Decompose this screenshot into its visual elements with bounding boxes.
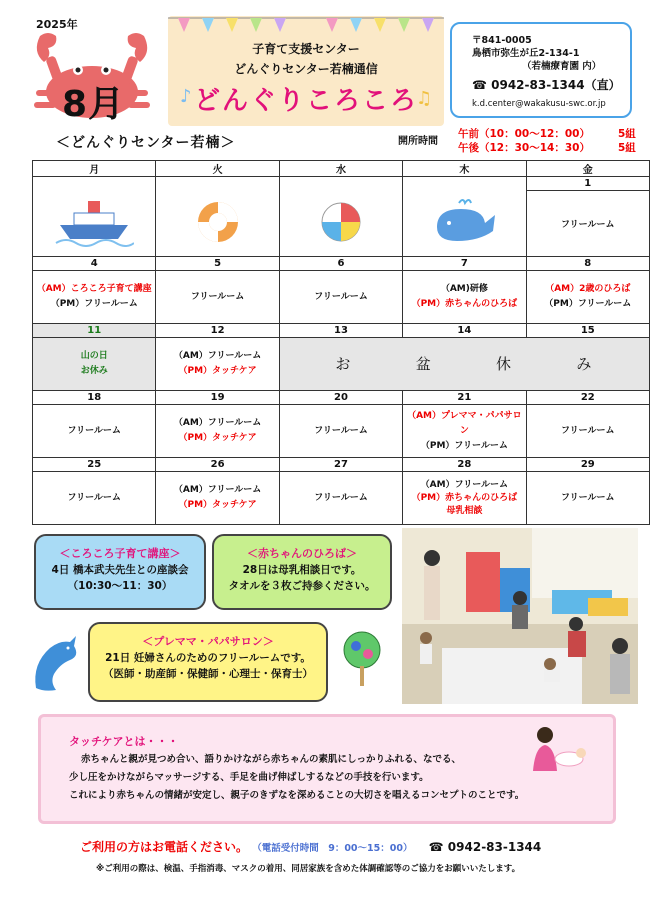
date-row [33, 257, 650, 271]
date-cell: 19 [156, 391, 279, 405]
date-row [33, 458, 650, 472]
obon-holiday-label [280, 354, 649, 373]
opening-hours [458, 127, 636, 155]
calendar-cell [33, 338, 156, 391]
date-cell: 1 [526, 177, 649, 191]
weekday-tue: 火 [156, 161, 279, 177]
calendar-cell [526, 271, 649, 324]
info-line: （医師・助産師・保健師・心理士・保育士） [103, 668, 313, 680]
calendar-cell [403, 472, 526, 525]
opening-hours-label: 開所時間 [398, 136, 438, 147]
calendar-cell [279, 191, 402, 257]
banner-subtitle-2: どんぐりセンター若楠通信 [234, 62, 378, 76]
year-label: 2025年 [36, 18, 78, 31]
info-line: 4日 橋本武夫先生との座談会 [51, 564, 189, 576]
event-pm: （PM）赤ちゃんのひろば [411, 299, 518, 309]
footer-call: ご利用の方はお電話ください。 [80, 840, 249, 854]
building-name: （若楠療育園 内） [522, 61, 602, 72]
date-cell: 22 [526, 391, 649, 405]
event-pm: （PM）タッチケア [178, 500, 257, 510]
info-title: ＜プレママ・パパサロン＞ [142, 635, 274, 648]
info-box-baby [212, 534, 392, 610]
holiday-name: 山の日 [80, 351, 108, 361]
date-cell: 15 [526, 324, 649, 338]
holiday-closed: お休み [80, 366, 108, 376]
calendar-cell: フリールーム [279, 271, 402, 324]
event-pm: （PM）タッチケア [178, 366, 257, 376]
event-am: （AM）フリールーム [173, 485, 262, 495]
whale-icon [429, 197, 499, 247]
date-cell: 27 [279, 458, 402, 472]
calendar-cell: フリールーム [279, 405, 402, 458]
music-note-icon: ♫ [416, 88, 433, 109]
calendar-cell [403, 191, 526, 257]
event-am: （AM）ころころ子育て講座 [36, 284, 152, 294]
event-pm: （PM）タッチケア [178, 433, 257, 443]
info-title: ＜赤ちゃんのひろば＞ [247, 547, 357, 560]
weekday-wed: 水 [279, 161, 402, 177]
calendar-cell [156, 472, 279, 525]
mother-baby-icon [527, 723, 587, 773]
street-address: 鳥栖市弥生が丘2-134-1 [472, 48, 580, 59]
date-cell: 4 [33, 257, 156, 271]
event-am: （AM）フリールーム [173, 418, 262, 428]
music-note-icon: ♪ [180, 86, 192, 107]
touchcare-line: 赤ちゃんと親が見つめ合い、語りかけながら赤ちゃんの素肌にしっかりふれる、なでる、 [81, 754, 462, 765]
date-cell: 5 [156, 257, 279, 271]
info-box-premama [88, 622, 328, 702]
date-cell: 18 [33, 391, 156, 405]
calendar-cell [156, 405, 279, 458]
calendar-cell [403, 271, 526, 324]
event-pm: （PM）フリールーム [544, 299, 632, 309]
bunting-icon [168, 16, 444, 38]
date-cell: 29 [526, 458, 649, 472]
calendar-cell: フリールーム [33, 405, 156, 458]
month-label: 8月 [62, 84, 126, 125]
playroom-photo [402, 528, 638, 704]
dolphin-icon [30, 634, 82, 694]
calendar-cell: フリールーム [526, 191, 649, 257]
date-cell: 26 [156, 458, 279, 472]
event-pm: （PM）赤ちゃんのひろば [411, 492, 518, 503]
date-cell: 20 [279, 391, 402, 405]
weekday-fri: 金 [526, 161, 649, 177]
calendar-cell [33, 271, 156, 324]
calendar-cell: フリールーム [526, 405, 649, 458]
center-name: ＜どんぐりセンター若楠＞ [56, 135, 236, 151]
event-am: （AM)研修 [440, 284, 488, 294]
address-box [450, 22, 632, 118]
obon-char: 休 [496, 354, 514, 373]
am-groups: 5組 [618, 128, 636, 140]
pm-groups: 5組 [618, 142, 636, 154]
date-cell: 12 [156, 324, 279, 338]
footer-phone: ☎ 0942-83-1344 [428, 840, 542, 854]
weekday-mon: 月 [33, 161, 156, 177]
calendar-cell: フリールーム [33, 472, 156, 525]
postal-code: 〒841-0005 [472, 35, 532, 46]
date-cell: 11 [33, 324, 156, 338]
ship-icon [54, 197, 134, 247]
obon-char: み [576, 354, 594, 373]
footer-reception-hours: （電話受付時間 9：00～15：00） [252, 843, 413, 854]
date-row [33, 324, 650, 338]
newsletter-title: どんぐりころころ [193, 86, 418, 116]
date-cell: 28 [403, 458, 526, 472]
phone-number: ☎ 0942-83-1344（直） [472, 78, 621, 92]
info-line: 28日は母乳相談日です。 [242, 564, 362, 576]
info-line: （10:30～11：30） [67, 580, 173, 592]
weekday-thu: 木 [403, 161, 526, 177]
event-extra: 母乳相談 [446, 505, 483, 516]
calendar-cell [156, 191, 279, 257]
uchiwa-fan-icon [340, 630, 384, 688]
obon-holiday-cell [279, 338, 649, 391]
calendar-cell [403, 405, 526, 458]
date-cell: 6 [279, 257, 402, 271]
weekday-header-row [33, 161, 650, 177]
obon-char: 盆 [415, 354, 433, 373]
newsletter-banner [168, 16, 444, 126]
date-cell: 25 [33, 458, 156, 472]
footer-contact [80, 838, 541, 855]
date-cell: 7 [403, 257, 526, 271]
event-am: （AM）フリールーム [173, 351, 262, 361]
touchcare-title: タッチケアとは・・・ [69, 735, 179, 748]
calendar-row [33, 405, 650, 458]
beach-ball-icon [316, 197, 366, 247]
date-cell: 13 [279, 324, 402, 338]
info-line: タオルを３枚ご持参ください。 [228, 580, 376, 592]
touchcare-line: 少し圧をかけながらマッサージする、手足を曲げ伸ばしするなどの手技を行います。 [69, 772, 429, 783]
date-cell: 21 [403, 391, 526, 405]
pm-hours: 午後（12：30～14：30） [458, 142, 590, 154]
swim-ring-icon [193, 197, 243, 247]
info-title: ＜ころころ子育て講座＞ [59, 547, 181, 560]
calendar-row [33, 338, 650, 391]
calendar-cell [33, 191, 156, 257]
calendar-row [33, 191, 650, 257]
am-hours: 午前（10：00～12：00） [458, 128, 590, 140]
calendar-cell: フリールーム [279, 472, 402, 525]
calendar-row [33, 472, 650, 525]
info-line: 21日 妊婦さんのためのフリールームです。 [105, 652, 311, 664]
date-row [33, 391, 650, 405]
event-am: （AM）2歳のひろば [545, 284, 631, 294]
email-address: k.d.center@wakakusu-swc.or.jp [472, 99, 606, 109]
touchcare-box [38, 714, 616, 824]
footer-note: ※ご利用の際は、検温、手指消毒、マスクの着用、同居家族を含めた体調確認等のご協力をお願いいたします。 [96, 864, 521, 874]
info-box-koro [34, 534, 206, 610]
event-am: （AM）フリールーム [420, 479, 509, 490]
calendar-cell: フリールーム [156, 271, 279, 324]
calendar-cell: フリールーム [526, 472, 649, 525]
event-pm: （PM）フリールーム [50, 299, 138, 309]
banner-subtitle-1: 子育て支援センター [252, 42, 360, 56]
date-cell: 14 [403, 324, 526, 338]
date-row [33, 177, 650, 191]
obon-char: お [335, 354, 353, 373]
touchcare-line: これにより赤ちゃんの情緒が安定し、親子のきずなを深めることの大切さを唱えるコンセプトのことです。 [69, 790, 525, 801]
calendar-row [33, 271, 650, 324]
calendar-cell [156, 338, 279, 391]
date-cell: 8 [526, 257, 649, 271]
event-pm: （PM）フリールーム [420, 440, 508, 451]
calendar-table [32, 160, 650, 525]
event-am: （AM）プレママ・パパサロン [407, 410, 522, 436]
